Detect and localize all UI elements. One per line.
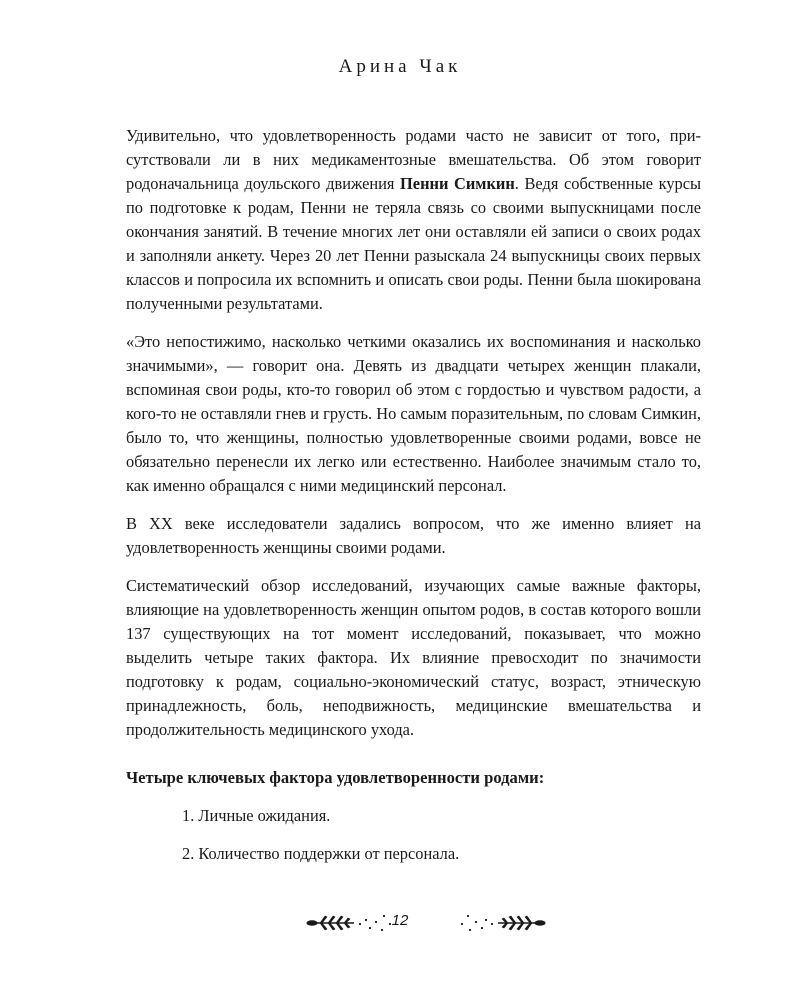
paragraph-text: Удивительно, что удовлетворенность родами часто не зависит от того, присутствовали ли в них медикаментозные вмешательства. Об этом говорит родоначальница доульского движения [126,126,701,193]
list-item: 1. Личные ожидания. [182,806,331,825]
paragraph-simkin-intro [126,124,701,316]
page-number: 12 [391,912,409,929]
list-item: 2. Количество поддержки от персонала. [182,844,460,863]
page-footer [0,908,800,938]
person-name-bold: Пенни Симкин [400,174,515,193]
leaf-sprig-ornament-icon [456,910,548,934]
paragraph-researchers-question: В XX веке исследователи задались вопросом, что же именно влияет на удовлетворенность женщины своими родами. [126,514,701,557]
paragraph-simkin-quote: «Это непостижимо, насколько четкими оказались их воспоминания и насколько значимыми», — говорит она. Девять из двадцати четырех женщин плакали, вспоминая свои роды, кто-то говорил об этом с гордостью и чувством радости, а кого-то не оставляли гнев и грусть. Но самым поразительным, по словам Симкин, было то, что женщины, полностью удовлетворенные своими родами, вовсе не обязательно перенесли их легко или естественно. Наиболее значимым стало то, как именно обращался с ними медицинский персонал. [126,332,701,495]
factor-list [126,804,701,866]
paragraph-text: . Ведя собственные курсы по подготовке к родам, Пенни не теряла связь со своими выпускницами после окончания занятий. В течение многих лет они оставляли ей записи о своих родах и заполняли анкету. Через 20 лет Пенни разыскала 24 выпускницы своих первых классов и попросила их вспомнить и описать свои роды. Пенни была шокирована полученными результатами. [126,174,701,313]
section-heading-key-factors: Четыре ключевых фактора удовлетворенности родами: [126,768,545,787]
paragraph-systematic-review: Систематический обзор исследований, изучающих самые важные факторы, влияющие на удовлетворенность женщин опытом родов, в состав которого вошли 137 существующих на тот момент исследований, показывает, что можно выделить четыре таких фактора. Их влияние превосходит по значимости подготовку к родам, социально-экономический статус, возраст, этническую принадлежность, боль, неподвижность, медицинские вмешательства и продолжительность медицинского ухода. [126,576,701,739]
running-head-author: Арина Чак [338,56,462,77]
page-body [126,124,701,880]
